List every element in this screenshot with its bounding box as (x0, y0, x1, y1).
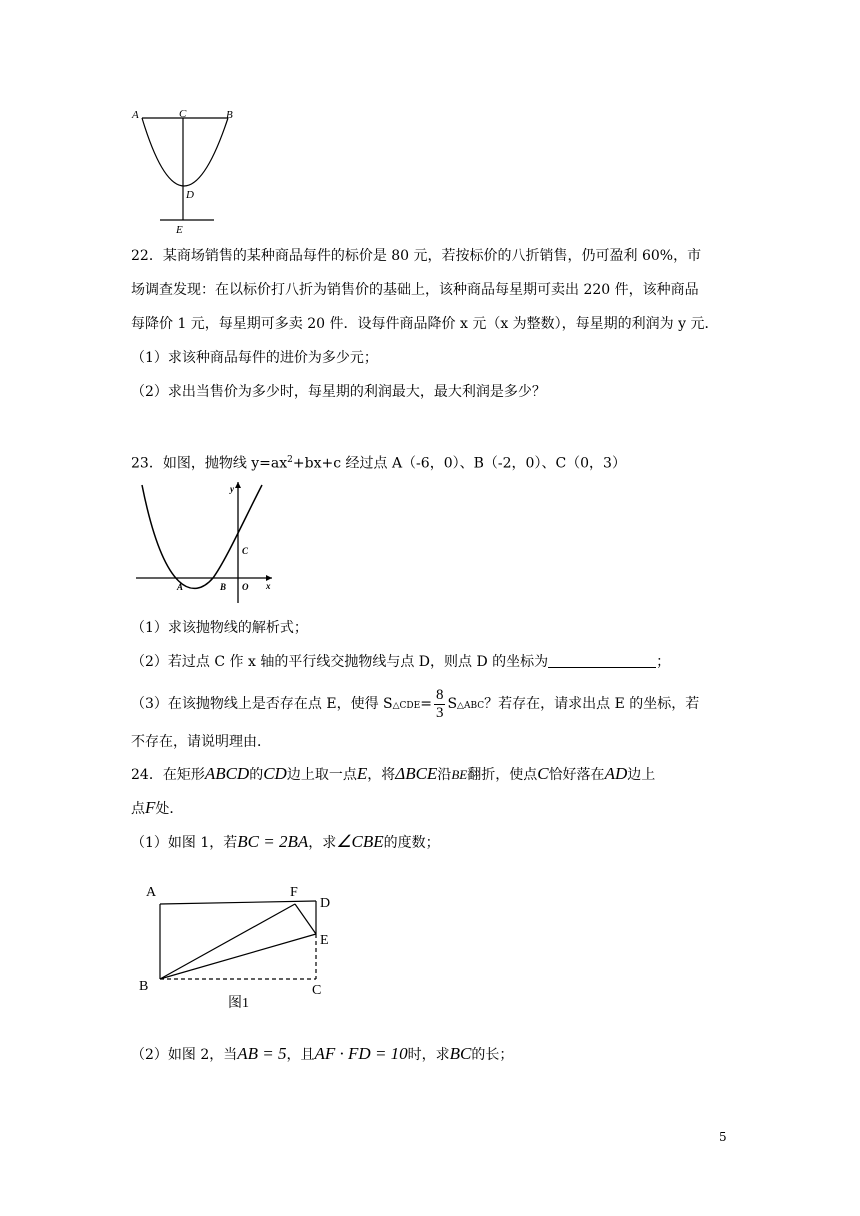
q22-line-2: 场调查发现：在以标价打八折为销售价的基础上，该种商品每星期可卖出 220 件，该种商品 (131, 282, 699, 298)
graph-label-c: C (242, 546, 249, 556)
segment-fe (295, 904, 316, 934)
q24-text-l2b: 处． (155, 801, 184, 817)
q24-p2-ab: AB = 5 (237, 1044, 287, 1063)
q24-p2-text-a: （2）如图 2，当 (131, 1047, 238, 1063)
q23-part-3 (131, 684, 699, 726)
q22-line-3: 每降价 1 元，每星期可多卖 20 件．设每件商品降价 x 元（x 为整数），每星期的利润为 y 元． (131, 316, 719, 332)
q23-part-3-cont: 不存在，请说明理由． (131, 734, 271, 750)
figure-parabola-graph (134, 480, 274, 605)
q23-equals: = (420, 696, 432, 712)
q24-text-a: 24．在矩形 (131, 767, 205, 783)
parabola-graph-curve (142, 485, 262, 588)
q24-p1-angle: ∠CBE (336, 832, 384, 851)
answer-blank[interactable] (548, 653, 656, 668)
fig1-label-e: E (320, 933, 329, 948)
fig1-label-c: C (312, 983, 322, 998)
graph-label-a: A (177, 582, 184, 592)
q22-part-1: （1）求该种商品每件的进价为多少元； (131, 350, 378, 366)
q23-part-2 (131, 652, 670, 672)
label-e: E (176, 224, 183, 236)
q23-part-2-text: （2）若过点 C 作 x 轴的平行线交抛物线与点 D，则点 D 的坐标为 (131, 654, 549, 670)
fraction-numerator: 8 (435, 686, 444, 703)
q24-line-2 (131, 798, 183, 819)
graph-label-y: y (230, 484, 234, 494)
q24-part-1 (131, 832, 440, 853)
graph-label-b: B (220, 582, 227, 592)
q24-text-b: 的 (249, 767, 264, 783)
fig1-label-d: D (320, 896, 331, 911)
q24-line-1 (131, 764, 655, 785)
q24-c: C (537, 764, 549, 783)
q24-text-h: 边上 (627, 767, 656, 783)
segment-bf (160, 904, 295, 979)
q24-text-c: 边上取一点 (286, 767, 357, 783)
q24-p1-text-a: （1）如图 1，若 (131, 835, 238, 851)
q24-p2-text-d: 的长； (471, 1047, 514, 1063)
q24-text-d: ，将 (367, 767, 396, 783)
q24-p2-text-c: 时，求 (407, 1047, 450, 1063)
q23-part-1: （1）求该抛物线的解析式； (131, 620, 308, 636)
label-c: C (179, 108, 187, 120)
segment-be (160, 934, 316, 979)
q24-text-l2a: 点 (131, 801, 145, 817)
q23-s-symbol: S (447, 696, 458, 712)
q23-heading (131, 450, 626, 474)
q24-e: E (356, 764, 368, 783)
q23-heading-text-a: 23．如图，抛物线 y=ax (131, 455, 288, 472)
q24-p2-bc: BC (449, 1044, 472, 1063)
q24-p1-equation: BC = 2BA (237, 832, 309, 851)
q23-heading-sup: 2 (287, 455, 293, 465)
q23-subscript-abc: △ABC (457, 701, 485, 711)
q24-f: F (145, 798, 156, 817)
q24-p2-product: AF · FD = 10 (314, 1044, 408, 1063)
q23-subscript-cde: △CDE (392, 701, 421, 711)
q23-part-3-text-a: （3）在该抛物线上是否存在点 E，使得 S (131, 696, 393, 712)
page-number: 5 (719, 1130, 727, 1144)
q24-be: BE (451, 767, 468, 782)
q24-triangle: ΔBCE (395, 764, 438, 783)
q24-text-e: 沿 (437, 767, 452, 783)
label-d: D (186, 189, 194, 201)
parabola-curve (142, 118, 228, 186)
fig1-label-f: F (290, 885, 298, 900)
figure-parabola-cable (128, 104, 233, 236)
label-b: B (226, 109, 233, 121)
label-a: A (132, 109, 139, 121)
q24-p1-text-b: ，求 (308, 835, 337, 851)
q24-p2-text-b: ，且 (286, 1047, 315, 1063)
q24-text-g: 恰好落在 (548, 767, 605, 783)
q23-part-2-end: ； (656, 654, 671, 670)
q24-ad: AD (604, 764, 628, 783)
fraction-denominator: 3 (435, 704, 444, 721)
q22-part-2: （2）求出当售价为多少时，每星期的利润最大，最大利润是多少？ (131, 384, 546, 400)
q22-line-1: 22．某商场销售的某种商品每件的标价是 80 元，若按标价的八折销售，仍可盈利 60%，市 (131, 248, 702, 264)
q24-part-2 (131, 1044, 513, 1065)
graph-label-o: O (242, 582, 249, 592)
q24-text-f: 翻折，使点 (467, 767, 538, 783)
y-axis-arrow (235, 482, 241, 488)
graph-label-x: x (266, 581, 271, 591)
q24-cd: CD (263, 764, 287, 783)
fig1-label-a: A (146, 885, 157, 900)
fig1-label-b: B (139, 979, 149, 994)
q23-heading-text-b: +bx+c 经过点 A（-6，0）、B（-2，0）、C（0，3） (292, 455, 626, 472)
q24-p1-text-c: 的度数； (383, 835, 440, 851)
fraction-eight-thirds (434, 687, 446, 722)
q24-abcd: ABCD (204, 764, 250, 783)
fig1-caption: 图1 (228, 996, 249, 1011)
q23-part-3-text-b: ？若存在，请求出点 E 的坐标，若 (484, 696, 700, 712)
figure-1-rectangle (134, 878, 344, 1018)
edge-ad (160, 901, 316, 904)
